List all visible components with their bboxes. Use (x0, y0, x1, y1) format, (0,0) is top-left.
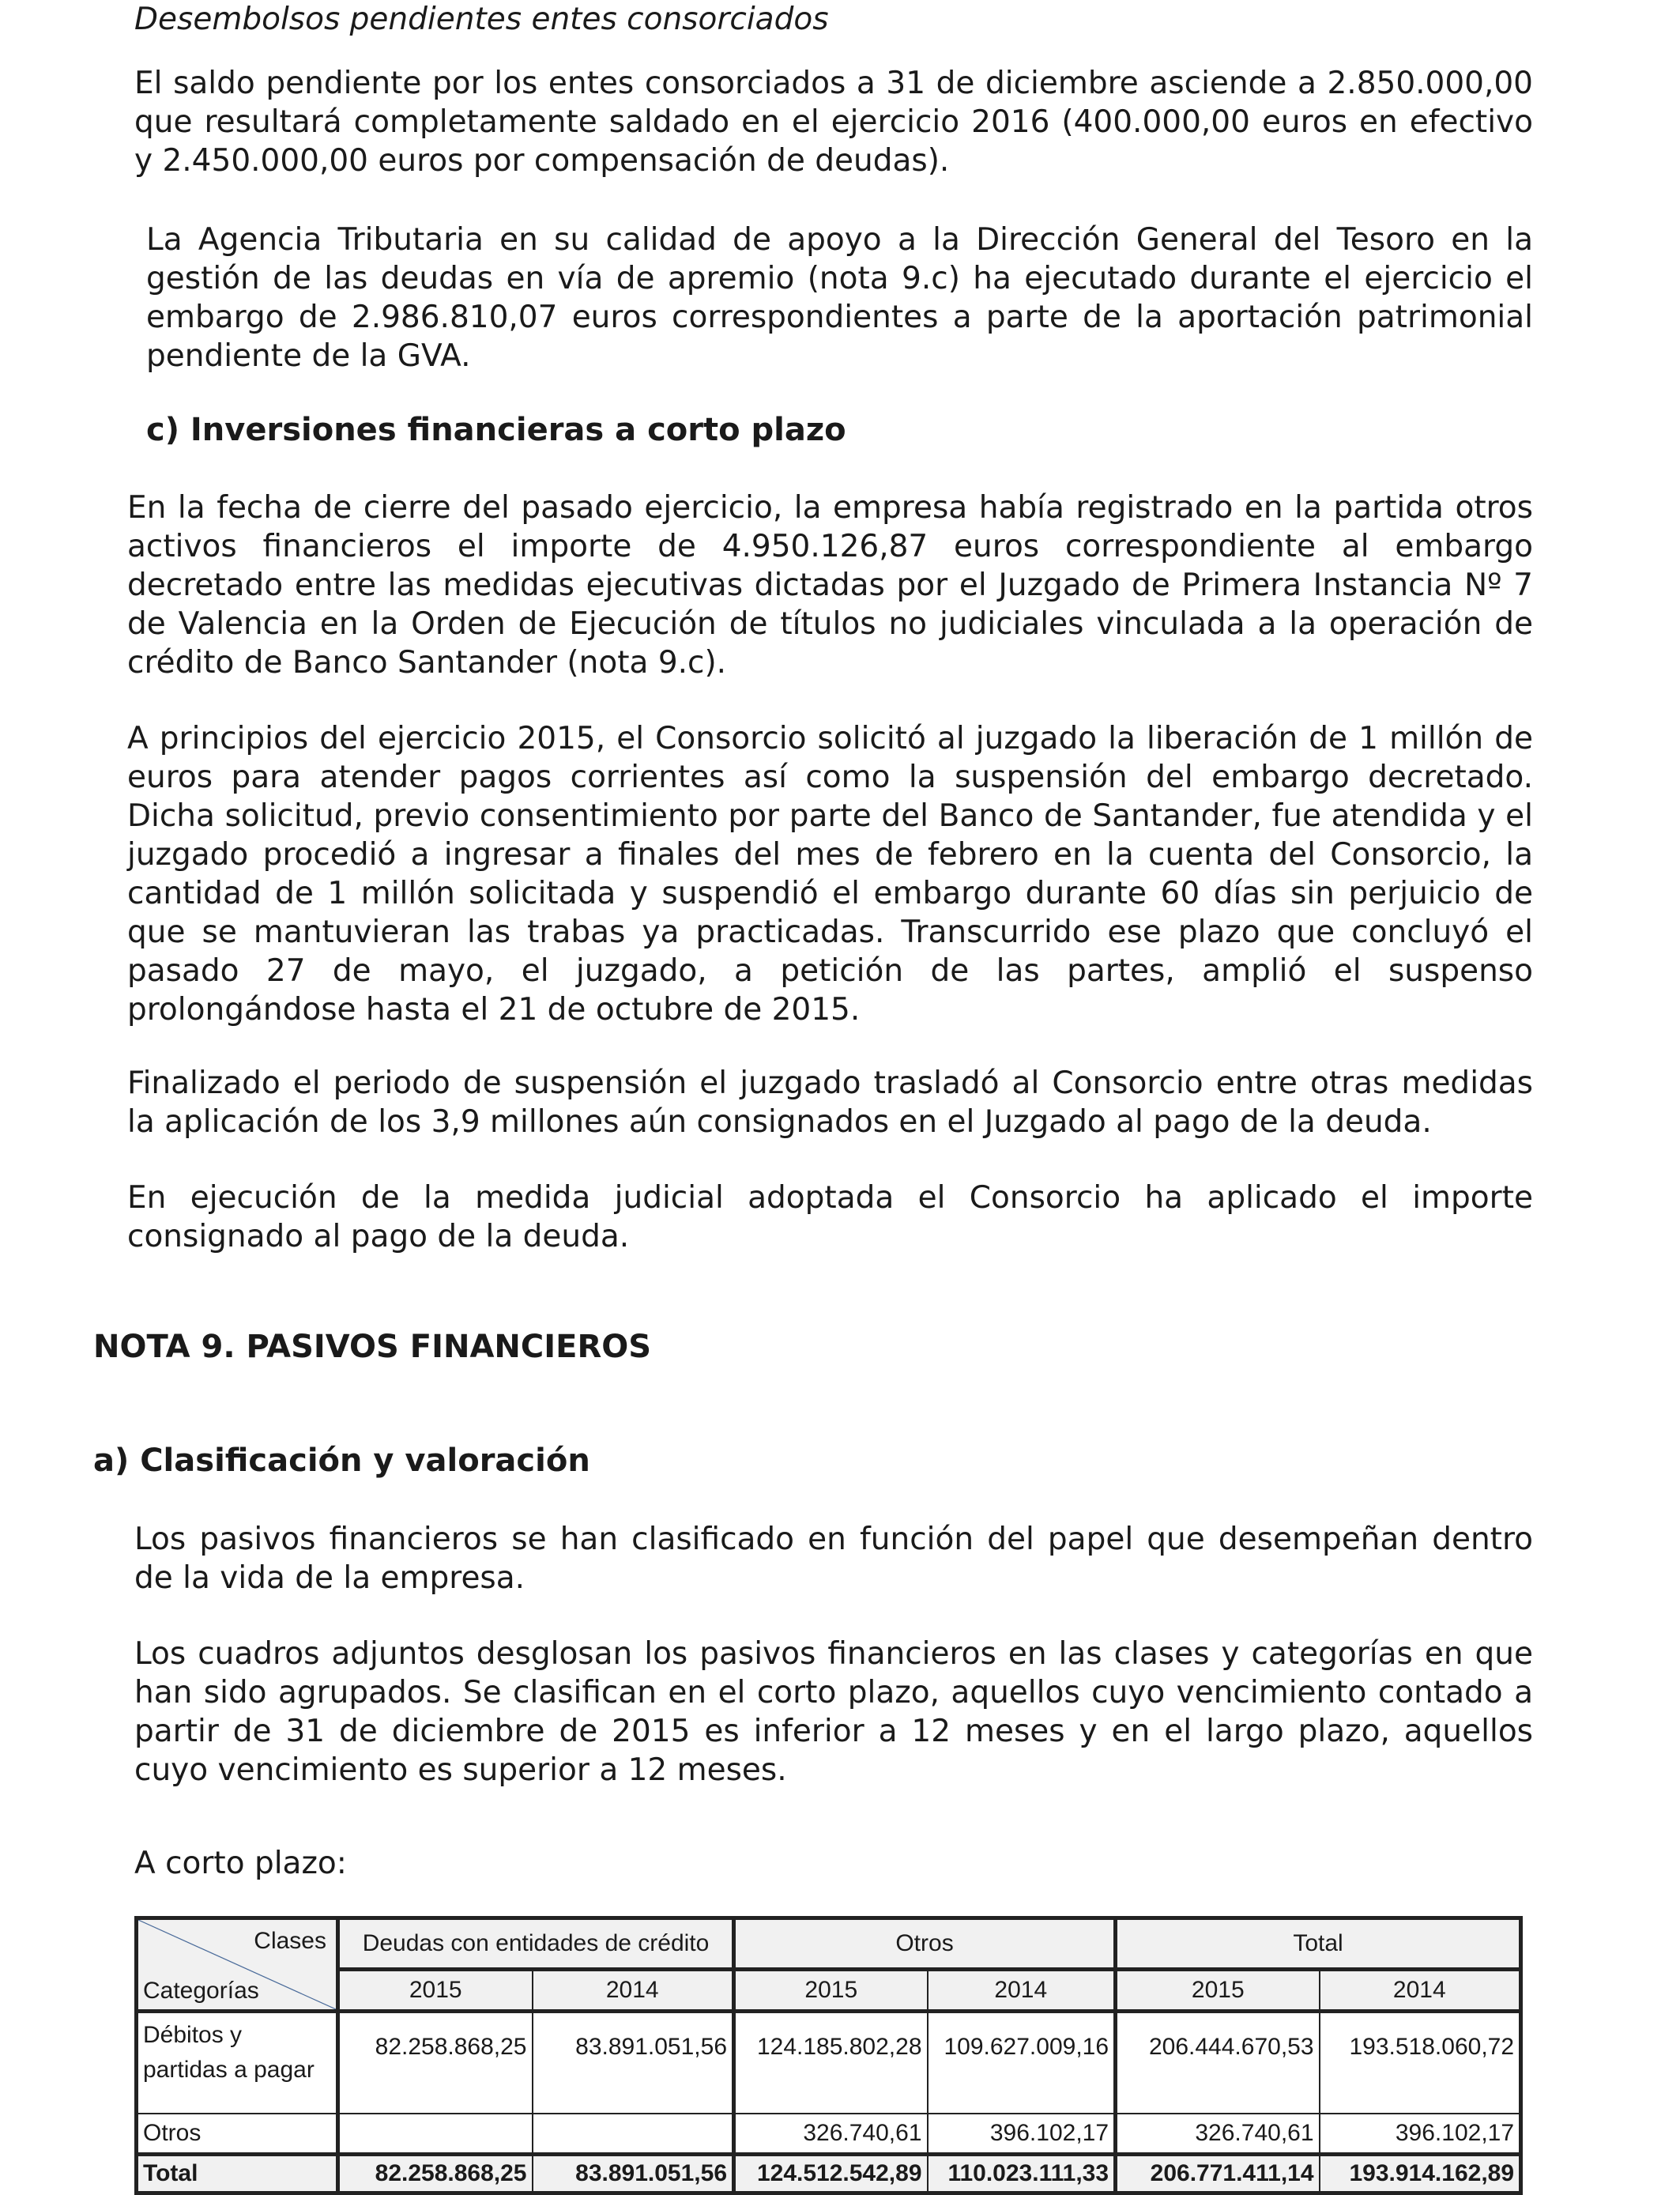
paragraph-fecha-cierre: En la fecha de cierre del pasado ejercicio, la empresa había registrado en la partida otros activos financieros el importe de 4.950.126,87 euros correspondiente al embargo decretado entre las medidas ejecutivas dictadas por el Juzgado de Primera Instancia Nº 7 de Valencia en la Orden de Ejecución de títulos no judiciales vinculada a la operación de crédito de Banco Santander (nota 9.c). (127, 490, 1533, 681)
table-total-row (137, 2155, 1521, 2193)
corner-label-categorias: Categorías (143, 1978, 259, 2004)
total-cell: 124.512.542,89 (734, 2155, 928, 2193)
year-header: 2015 (338, 1970, 533, 2012)
table-cell: 326.740,61 (734, 2114, 928, 2155)
table-cell (533, 2114, 734, 2155)
section-heading-inversiones: c) Inversiones financieras a corto plazo (146, 412, 846, 448)
corner-label-clases: Clases (254, 1928, 326, 1954)
table-cell: 82.258.868,25 (338, 2012, 533, 2114)
year-header: 2014 (533, 1970, 734, 2012)
total-cell: 193.914.162,89 (1320, 2155, 1521, 2193)
total-cell: 82.258.868,25 (338, 2155, 533, 2193)
paragraph-pasivos-clasificados: Los pasivos financieros se han clasificado en función del papel que desempeñan dentro de la vida de la empresa. (134, 1522, 1533, 1596)
table-row (137, 2114, 1521, 2155)
paragraph-agencia-tributaria: La Agencia Tributaria en su calidad de apoyo a la Dirección General del Tesoro en la gestión de las deudas en vía de apremio (nota 9.c) ha ejecutado durante el ejercicio el embargo de 2.986.810,07 euros correspondientes a parte de la aportación patrimonial pendiente de la GVA. (146, 222, 1533, 374)
nota-9-title: NOTA 9. PASIVOS FINANCIEROS (93, 1329, 652, 1365)
group-header-deudas: Deudas con entidades de crédito (338, 1918, 734, 1970)
year-header: 2014 (928, 1970, 1116, 2012)
row-label-total: Total (137, 2155, 338, 2193)
table-header-years (137, 1970, 1521, 2012)
paragraph-cuadros-adjuntos: Los cuadros adjuntos desglosan los pasivos financieros en las clases y categorías en que han sido agrupados. Se clasifican en el corto plazo, aquellos cuyo vencimiento contado a partir de 31 de diciembre de 2015 es inferior a 12 meses y en el largo plazo, aquellos cuyo vencimiento es superior a 12 meses. (134, 1636, 1533, 1788)
table-cell: 326.740,61 (1116, 2114, 1320, 2155)
table-cell: 124.185.802,28 (734, 2012, 928, 2114)
table-cell: 396.102,17 (928, 2114, 1116, 2155)
year-header: 2015 (1116, 1970, 1320, 2012)
group-header-total: Total (1116, 1918, 1521, 1970)
table-header-classes (137, 1918, 1521, 1970)
table-cell: 109.627.009,16 (928, 2012, 1116, 2114)
table-cell: 83.891.051,56 (533, 2012, 734, 2114)
total-cell: 110.023.111,33 (928, 2155, 1116, 2193)
label-corto-plazo: A corto plazo: (134, 1846, 347, 1881)
table-cell (338, 2114, 533, 2155)
row-label-line: Débitos y (143, 2022, 243, 2048)
table-cell: 193.518.060,72 (1320, 2012, 1521, 2114)
total-cell: 83.891.051,56 (533, 2155, 734, 2193)
subsection-clasificacion: a) Clasificación y valoración (93, 1443, 590, 1479)
total-cell: 206.771.411,14 (1116, 2155, 1320, 2193)
paragraph-principios-ejercicio: A principios del ejercicio 2015, el Consorcio solicitó al juzgado la liberación de 1 millón de euros para atender pagos corrientes así como la suspensión del embargo decretado. Dicha solicitud, previo consentimiento por parte del Banco de Santander, fue atendida y el juzgado procedió a ingresar a finales del mes de febrero en la cuenta del Consorcio, la cantidad de 1 millón solicitada y suspendió el embargo durante 60 días sin perjuicio de que se mantuvieran las trabas ya practicadas. Transcurrido ese plazo que concluyó el pasado 27 de mayo, el juzgado, a petición de las partes, amplió el suspenso prolongándose hasta el 21 de octubre de 2015. (127, 721, 1533, 1028)
row-label-debitos (137, 2012, 338, 2114)
year-header: 2015 (734, 1970, 928, 2012)
group-header-otros: Otros (734, 1918, 1116, 1970)
table-cell: 206.444.670,53 (1116, 2012, 1320, 2114)
table-row (137, 2012, 1521, 2114)
paragraph-finalizado-periodo: Finalizado el periodo de suspensión el juzgado trasladó al Consorcio entre otras medidas la aplicación de los 3,9 millones aún consignados en el Juzgado al pago de la deuda. (127, 1065, 1533, 1140)
section-heading-desembolsos: Desembolsos pendientes entes consorciados (134, 2, 829, 37)
table-cell: 396.102,17 (1320, 2114, 1521, 2155)
table-corner-cell (137, 1918, 338, 2012)
row-label-otros: Otros (137, 2114, 338, 2155)
paragraph-ejecucion-medida: En ejecución de la medida judicial adoptada el Consorcio ha aplicado el importe consignado al pago de la deuda. (127, 1180, 1533, 1254)
row-label-line: partidas a pagar (143, 2057, 315, 2083)
year-header: 2014 (1320, 1970, 1521, 2012)
pasivos-corto-plazo-table (134, 1916, 1523, 2195)
paragraph-saldo-pendiente: El saldo pendiente por los entes consorciados a 31 de diciembre asciende a 2.850.000,00 que resultará completamente saldado en el ejercicio 2016 (400.000,00 euros en efectivo y 2.450.000,00 euros por compensación de deudas). (134, 66, 1533, 179)
